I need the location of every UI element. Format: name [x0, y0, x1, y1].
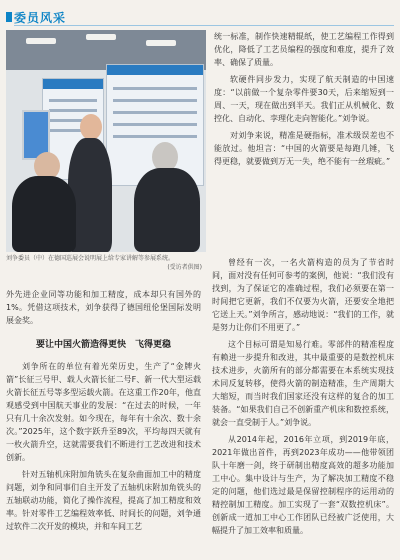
paragraph: 统一标准，制作快速精辊纸，使工艺编程工作得到优化，降低了工艺员编程的强度和难度，提升了效率、确保了质量。 [214, 32, 394, 67]
article-column-right-top [214, 30, 394, 252]
article-subheading: 要让中国火箭造得更快 飞得更稳 [35, 340, 171, 350]
listener-figure [12, 176, 76, 252]
photo-caption [6, 252, 206, 275]
section-header [0, 0, 400, 30]
paragraph: 对刘争来说，精准是硬指标，准术级误差也不能放过。他坦言：“中国的火箭要是每跑几锤，飞得更稳，就要做到万无一失，绝不能有一丝瑕疵。” [214, 131, 394, 166]
paragraph: 外先进企业同等功能和加工精度，成本却只有国外的1%。凭借这项技术，刘争获得了德国纽伦堡国际发明展金奖。 [6, 290, 201, 325]
section-title: 委员风采 [14, 11, 67, 25]
paragraph: 这个目标可谓是知易行难。零部件的精准程度有赖进一步提升和改进，其中最重要的是数控机床技术进步，火箭所有的部分都需要在本系统实现技术同反复转移，使得火箭的制造精准，生产周期大大缩短，而当时我们国家还没有这样的复合的加工装备。“如果我们自己不创新重产机床和数控系统，就会一直受制于人。”刘争说。 [212, 340, 394, 427]
caption-credit: (受访者供图) [167, 264, 202, 271]
listener-figure [134, 168, 200, 252]
header-rule [14, 25, 394, 26]
exhibition-photo [6, 30, 206, 253]
ceiling-lamp [26, 38, 56, 44]
ceiling-lamp [86, 34, 116, 40]
paragraph: 曾经有一次，一名火箭构造的员为了节省时间，面对没有任何可参考的案例，他说：“我们没有找到，为了保证它的准确过程，我们必须要在第一时间把它更新，我们不仅要为火箭，还要安全地把它送上天。”刘争所言，感动地说：“我们的工作，就是努力让你们不用更了。” [212, 258, 394, 332]
article-column-left [6, 288, 201, 556]
speaker-head [80, 114, 102, 140]
paragraph: 软硬件同步发力，实现了航天制造的中国速度：“以前做一个复杂零件要30天，后来缩短到一周、一天，现在做出到半天。我们正从机械化、数控化、自动化、孪理化走向智能化。”刘争说。 [214, 75, 394, 123]
paragraph: 针对五轴机床附加角铣头在复杂曲面加工中的精度问题，刘争和同事们自主开发了五轴机床附加角铣头的五轴联动功能，简化了操作流程，提高了加工精度和效率。针对零件工艺编程效率低、时间长的问题，刘争通过软件二次开发的模块，并和车间工艺 [6, 470, 201, 531]
caption-text: 刘争委员（中）在德国巡展会说明展上给专家讲解等参展系统。 [6, 255, 175, 262]
paragraph: 从2014年起，2016年立项，到2019年底，2021年做出首件，再到2023年成功——他带领团队十年磨一剑，终于研制出精度高效的超多功能加工中心。集中设计与生产，为了解决加工精度不稳定的问题，他们选过最是保留控制程序的运用动的精控制加工精度。加工实现了一套“双数控机床”。创新成一道加工中心工作团队已经被广泛使用，大幅提升了加工效率和质量。 [212, 435, 394, 535]
ceiling-lamp [146, 40, 176, 46]
article-column-right-bottom [212, 256, 394, 556]
section-marker [6, 12, 12, 22]
paragraph: 刘争所在的单位有着光荣历史，生产了“金牌火箭”长征三号甲、载人火箭长征二号F、新一代大型运载火箭长征五号等多型运载火箭。在这重工作20年，他直观感受到中国航天事业的发展：“在过去的时候，一年只有几十余次发射。如今现在，每年有十余次、数十余次。”2025年，这个数字跃升至89次，平均每四天就有一枚火箭升空，这就需要我们不断进行工艺改进和技术创新。 [6, 362, 201, 462]
